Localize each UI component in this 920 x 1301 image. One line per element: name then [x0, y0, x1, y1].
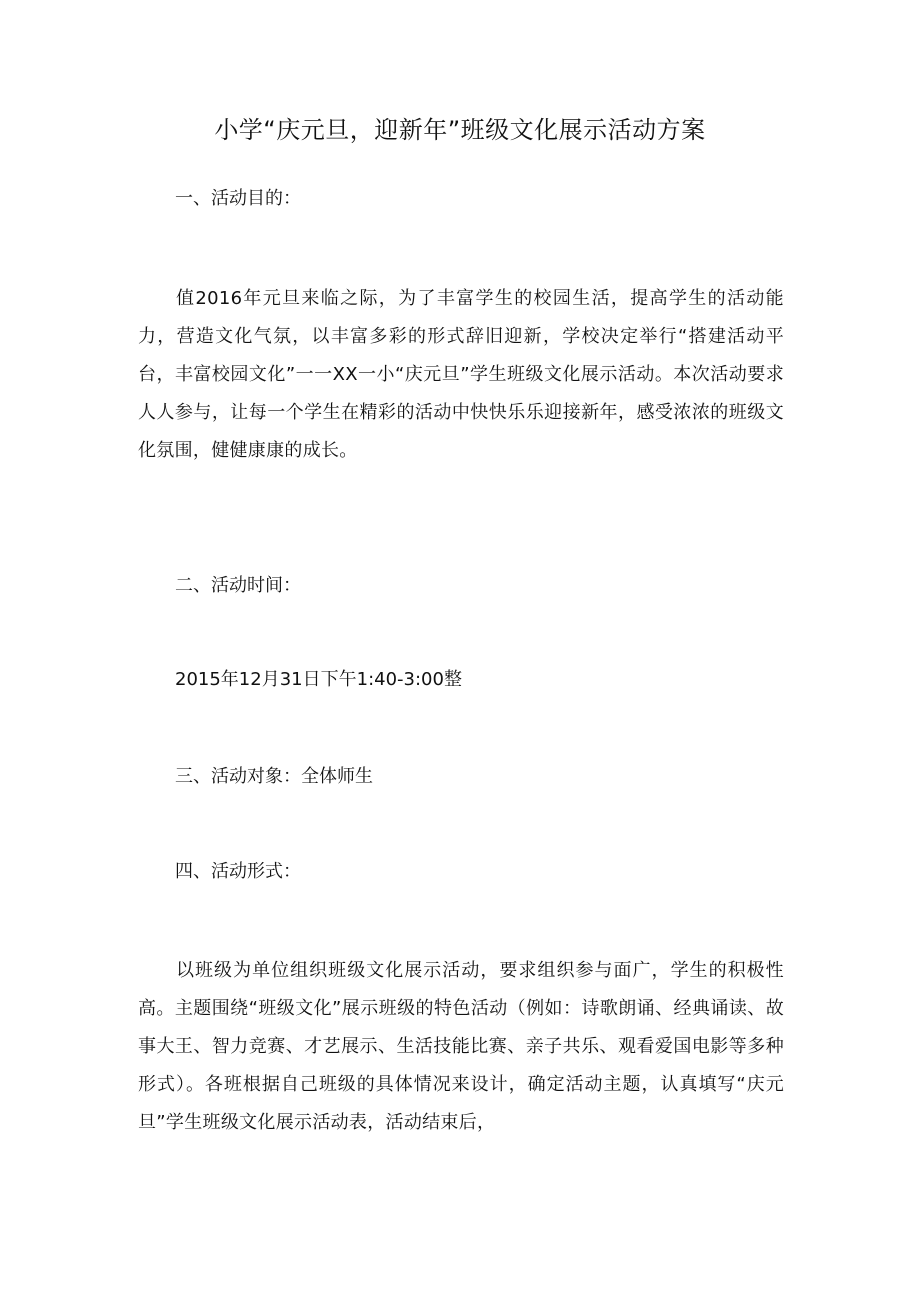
section-heading-time: 二、活动时间： [175, 575, 301, 596]
section-body-time: 2015年12月31日下午1:40-3:00整 [175, 669, 462, 690]
section-body-purpose: 值2016年元旦来临之际，为了丰富学生的校园生活，提高学生的活动能力，营造文化气氛，以丰富多彩的形式辞旧迎新，学校决定举行“搭建活动平台，丰富校园文化”一一XX一小“庆元旦”学生班级文化展示活动。本次活动要求人人参与，让每一个学生在精彩的活动中快快乐乐迎接新年，感受浓浓的班级文化氛围，健健康康的成长。 [138, 288, 784, 461]
section-heading-purpose: 一、活动目的： [175, 188, 301, 209]
document-title: 小学“庆元旦，迎新年”班级文化展示活动方案 [214, 116, 706, 144]
section-body-format: 以班级为单位组织班级文化展示活动，要求组织参与面广，学生的积极性高。主题围绕“班级文化”展示班级的特色活动（例如：诗歌朗诵、经典诵读、故事大王、智力竞赛、才艺展示、生活技能比赛、亲子共乐、观看爱国电影等多种形式）。各班根据自己班级的具体情况来设计，确定活动主题，认真填写“庆元旦”学生班级文化展示活动表，活动结束后， [138, 960, 784, 1133]
section-heading-format: 四、活动形式： [175, 861, 301, 882]
section-heading-audience: 三、活动对象：全体师生 [175, 766, 373, 787]
